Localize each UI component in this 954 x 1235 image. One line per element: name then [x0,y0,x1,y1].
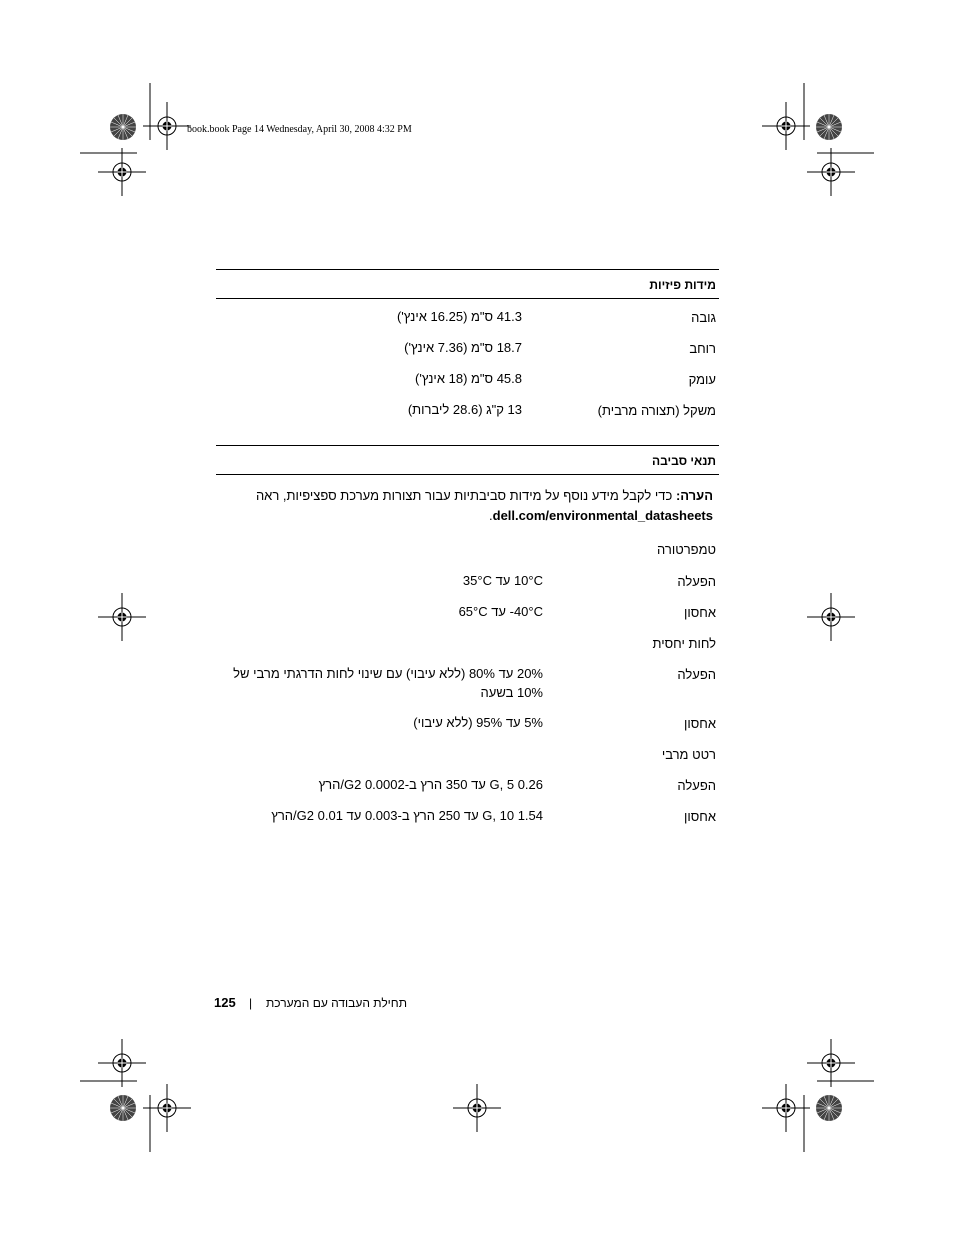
depth-label: עומק [688,372,716,387]
registration-mark-icon [762,102,810,150]
humidity-storage-value: 5% עד 95% (ללא עיבוי) [413,715,543,730]
registration-mark-icon [453,1084,501,1132]
table-top-rule [216,269,719,270]
note-link[interactable]: dell.com/environmental_datasheets [492,508,713,523]
registration-mark-icon [98,148,146,196]
star-target-icon [110,1095,136,1121]
footer-title: תחילת העבודה עם המערכת [266,996,407,1010]
width-value: 18.7 ס"מ (7.36 אינץ') [404,340,522,355]
note-label: הערה: [675,488,713,503]
height-value: 41.3 ס"מ (16.25 אינץ') [396,309,522,324]
humidity-operating-value: 20% עד 80% (ללא עיבוי) עם שינוי לחות הדרגתי מרבי של 10% בשעה [233,666,543,700]
depth-value: 45.8 ס"מ (18 אינץ') [415,371,522,386]
weight-label: משקל (תצורה מרבית) [597,403,716,418]
print-slug: book.book Page 14 Wednesday, April 30, 2008 4:32 PM [187,124,412,135]
environment-section-title: תנאי סביבה [651,454,716,468]
width-label: רוחב [689,341,716,356]
temperature-storage-value: ‎-40°C עד 65°C [458,604,543,619]
temperature-operating-value: 10°C עד 35°C [462,573,543,588]
registration-mark-icon [762,1084,810,1132]
note-text: כדי לקבל מידע נוסף על מידות סביבתיות עבור תצורות מערכת ספציפיות, ראה [255,488,673,503]
footer-separator: | [249,996,253,1010]
page-number: 125 [214,995,236,1010]
temperature-operating-label: הפעלה [677,574,716,589]
star-target-icon [110,114,136,140]
note-paragraph: הערה: כדי לקבל מידע נוסף על מידות סביבתיות עבור תצורות מערכת ספציפיות, ראה dell.com/environmental_datasheets. [255,488,713,523]
vibration-operating-value: 0.26 G, 5 עד 350 הרץ ב-0.0002 G2/הרץ [318,777,543,792]
vibration-storage-value: 1.54 G, 10 עד 250 הרץ ב-0.003 עד 0.01 G2/הרץ [271,808,543,823]
table-header-rule [216,298,719,299]
registration-mark-icon [98,593,146,641]
physical-section-title: מידות פיזיות [649,278,716,292]
table-top-rule [216,445,719,446]
weight-value: 13 ק"ג (28.6 ליברות) [407,402,522,417]
vibration-label: רטט מרבי [661,747,716,762]
vibration-operating-label: הפעלה [677,778,716,793]
humidity-storage-label: אחסון [684,716,716,731]
humidity-operating-label: הפעלה [677,667,716,682]
star-target-icon [816,1095,842,1121]
registration-mark-icon [98,1039,146,1087]
vibration-storage-label: אחסון [684,809,716,824]
temperature-storage-label: אחסון [684,605,716,620]
registration-mark-icon [807,148,855,196]
table-header-rule [216,474,719,475]
temperature-label: טמפרטורה [657,542,716,557]
height-label: גובה [691,310,716,325]
humidity-label: לחות יחסית [652,636,716,651]
registration-mark-icon [807,593,855,641]
star-target-icon [816,114,842,140]
registration-mark-icon [807,1039,855,1087]
